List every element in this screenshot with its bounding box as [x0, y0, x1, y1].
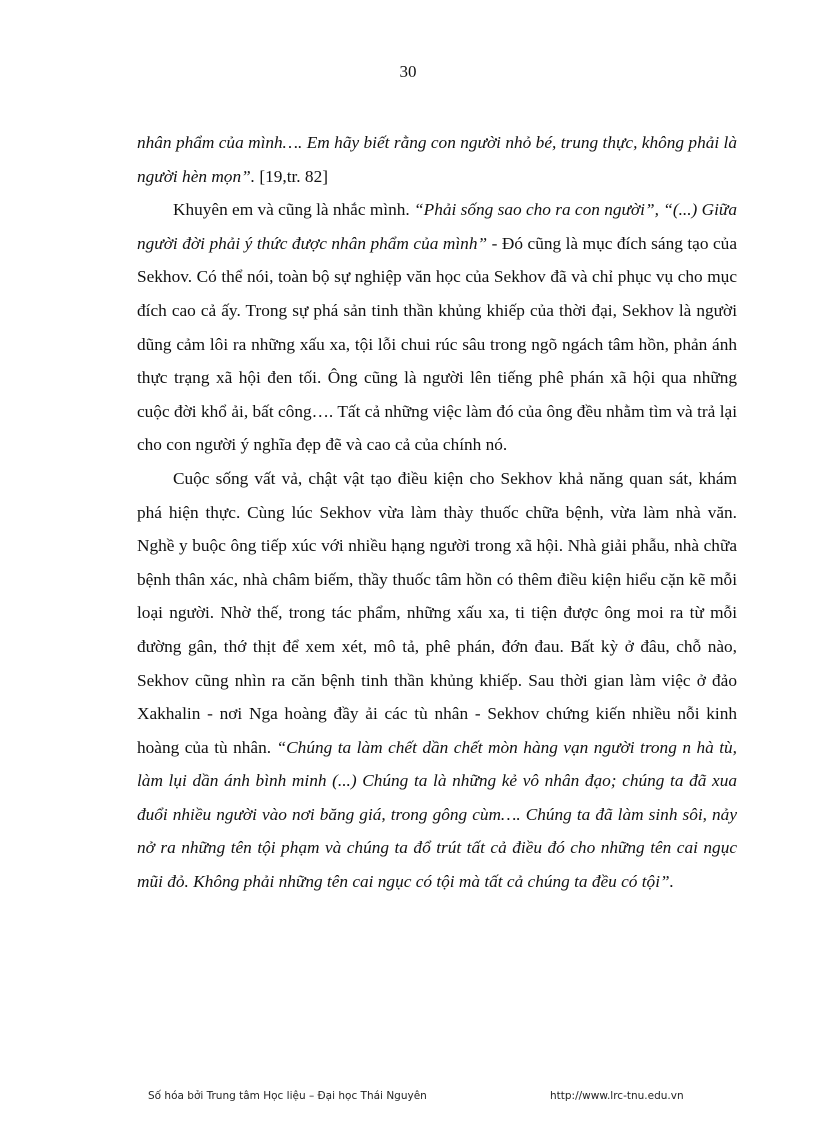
quote-text: “Chúng ta làm chết dần chết mòn hàng vạn người trong n hà tù, làm lụi dần ánh bình minh (...) Chúng ta là những kẻ vô nhân đạo; chúng ta đã xua đuổi nhiều người vào nơi băng giá, trong gông cùm…. Chúng ta đã làm sinh sôi, nảy nở ra những tên tội phạm và chúng ta đổ trút tất cả điều đó cho những tên cai ngục mũi đỏ. Không phải những tên cai ngục có tội mà tất cả chúng ta đều có tội”. [137, 737, 737, 892]
paragraph-3 [137, 462, 737, 899]
footer-url: http://www.lrc-tnu.edu.vn [550, 1090, 684, 1102]
paragraph-1 [137, 126, 737, 193]
footer-source: Số hóa bởi Trung tâm Học liệu – Đại học Thái Nguyên [148, 1090, 427, 1102]
page-number: 30 [399, 62, 417, 81]
quote-text: “Phải sống sao cho ra con người”, “(...) Giữa người đời phải ý thức được nhân phẩm của mình” [137, 200, 737, 253]
paragraph-text: Khuyên em và cũng là nhắc mình. [173, 200, 415, 220]
paragraph-text: - Đó cũng là mục đích sáng tạo của Sekhov. Có thể nói, toàn bộ sự nghiệp văn học của Sekhov đã và chỉ phục vụ cho mục đích cao cả ấy. Trong sự phá sản tinh thần khủng khiếp của thời đại, Sekhov là người dũng cảm lôi ra những xấu xa, tội lỗi chui rúc sâu trong ngõ ngách tâm hồn, phản ánh thực trạng xã hội đen tối. Ông cũng là người lên tiếng phê phán xã hội qua những cuộc đời khổ ải, bất công…. Tất cả những việc làm đó của ông đều nhằm tìm và trả lại cho con người ý nghĩa đẹp đẽ và cao cả của chính nó. [137, 233, 737, 455]
paragraph-2 [137, 193, 737, 462]
quote-text: nhân phẩm của mình…. Em hãy biết rằng con người nhỏ bé, trung thực, không phải là người hèn mọn”. [137, 133, 737, 186]
citation: [19,tr. 82] [255, 166, 328, 186]
paragraph-text: Cuộc sống vất vả, chật vật tạo điều kiện cho Sekhov khả năng quan sát, khám phá hiện thực. Cùng lúc Sekhov vừa làm thày thuốc chữa bệnh, vừa làm nhà văn. Nghề y buộc ông tiếp xúc với nhiều hạng người trong xã hội. Nhà giải phẫu, nhà chữa bệnh thân xác, nhà châm biếm, thầy thuốc tâm hồn có thêm điều kiện hiểu cặn kẽ mỗi loại người. Nhờ thế, trong tác phẩm, những xấu xa, ti tiện được ông moi ra từ mỗi đường gân, thớ thịt để xem xét, mô tả, phê phán, đớn đau. Bất kỳ ở đâu, chỗ nào, Sekhov cũng nhìn ra căn bệnh tinh thần khủng khiếp. Sau thời gian làm việc ở đảo Xakhalin - nơi Nga hoàng đầy ải các tù nhân - Sekhov chứng kiến nhiều nỗi kinh hoàng của tù nhân. [137, 468, 737, 757]
body-text [137, 126, 737, 899]
